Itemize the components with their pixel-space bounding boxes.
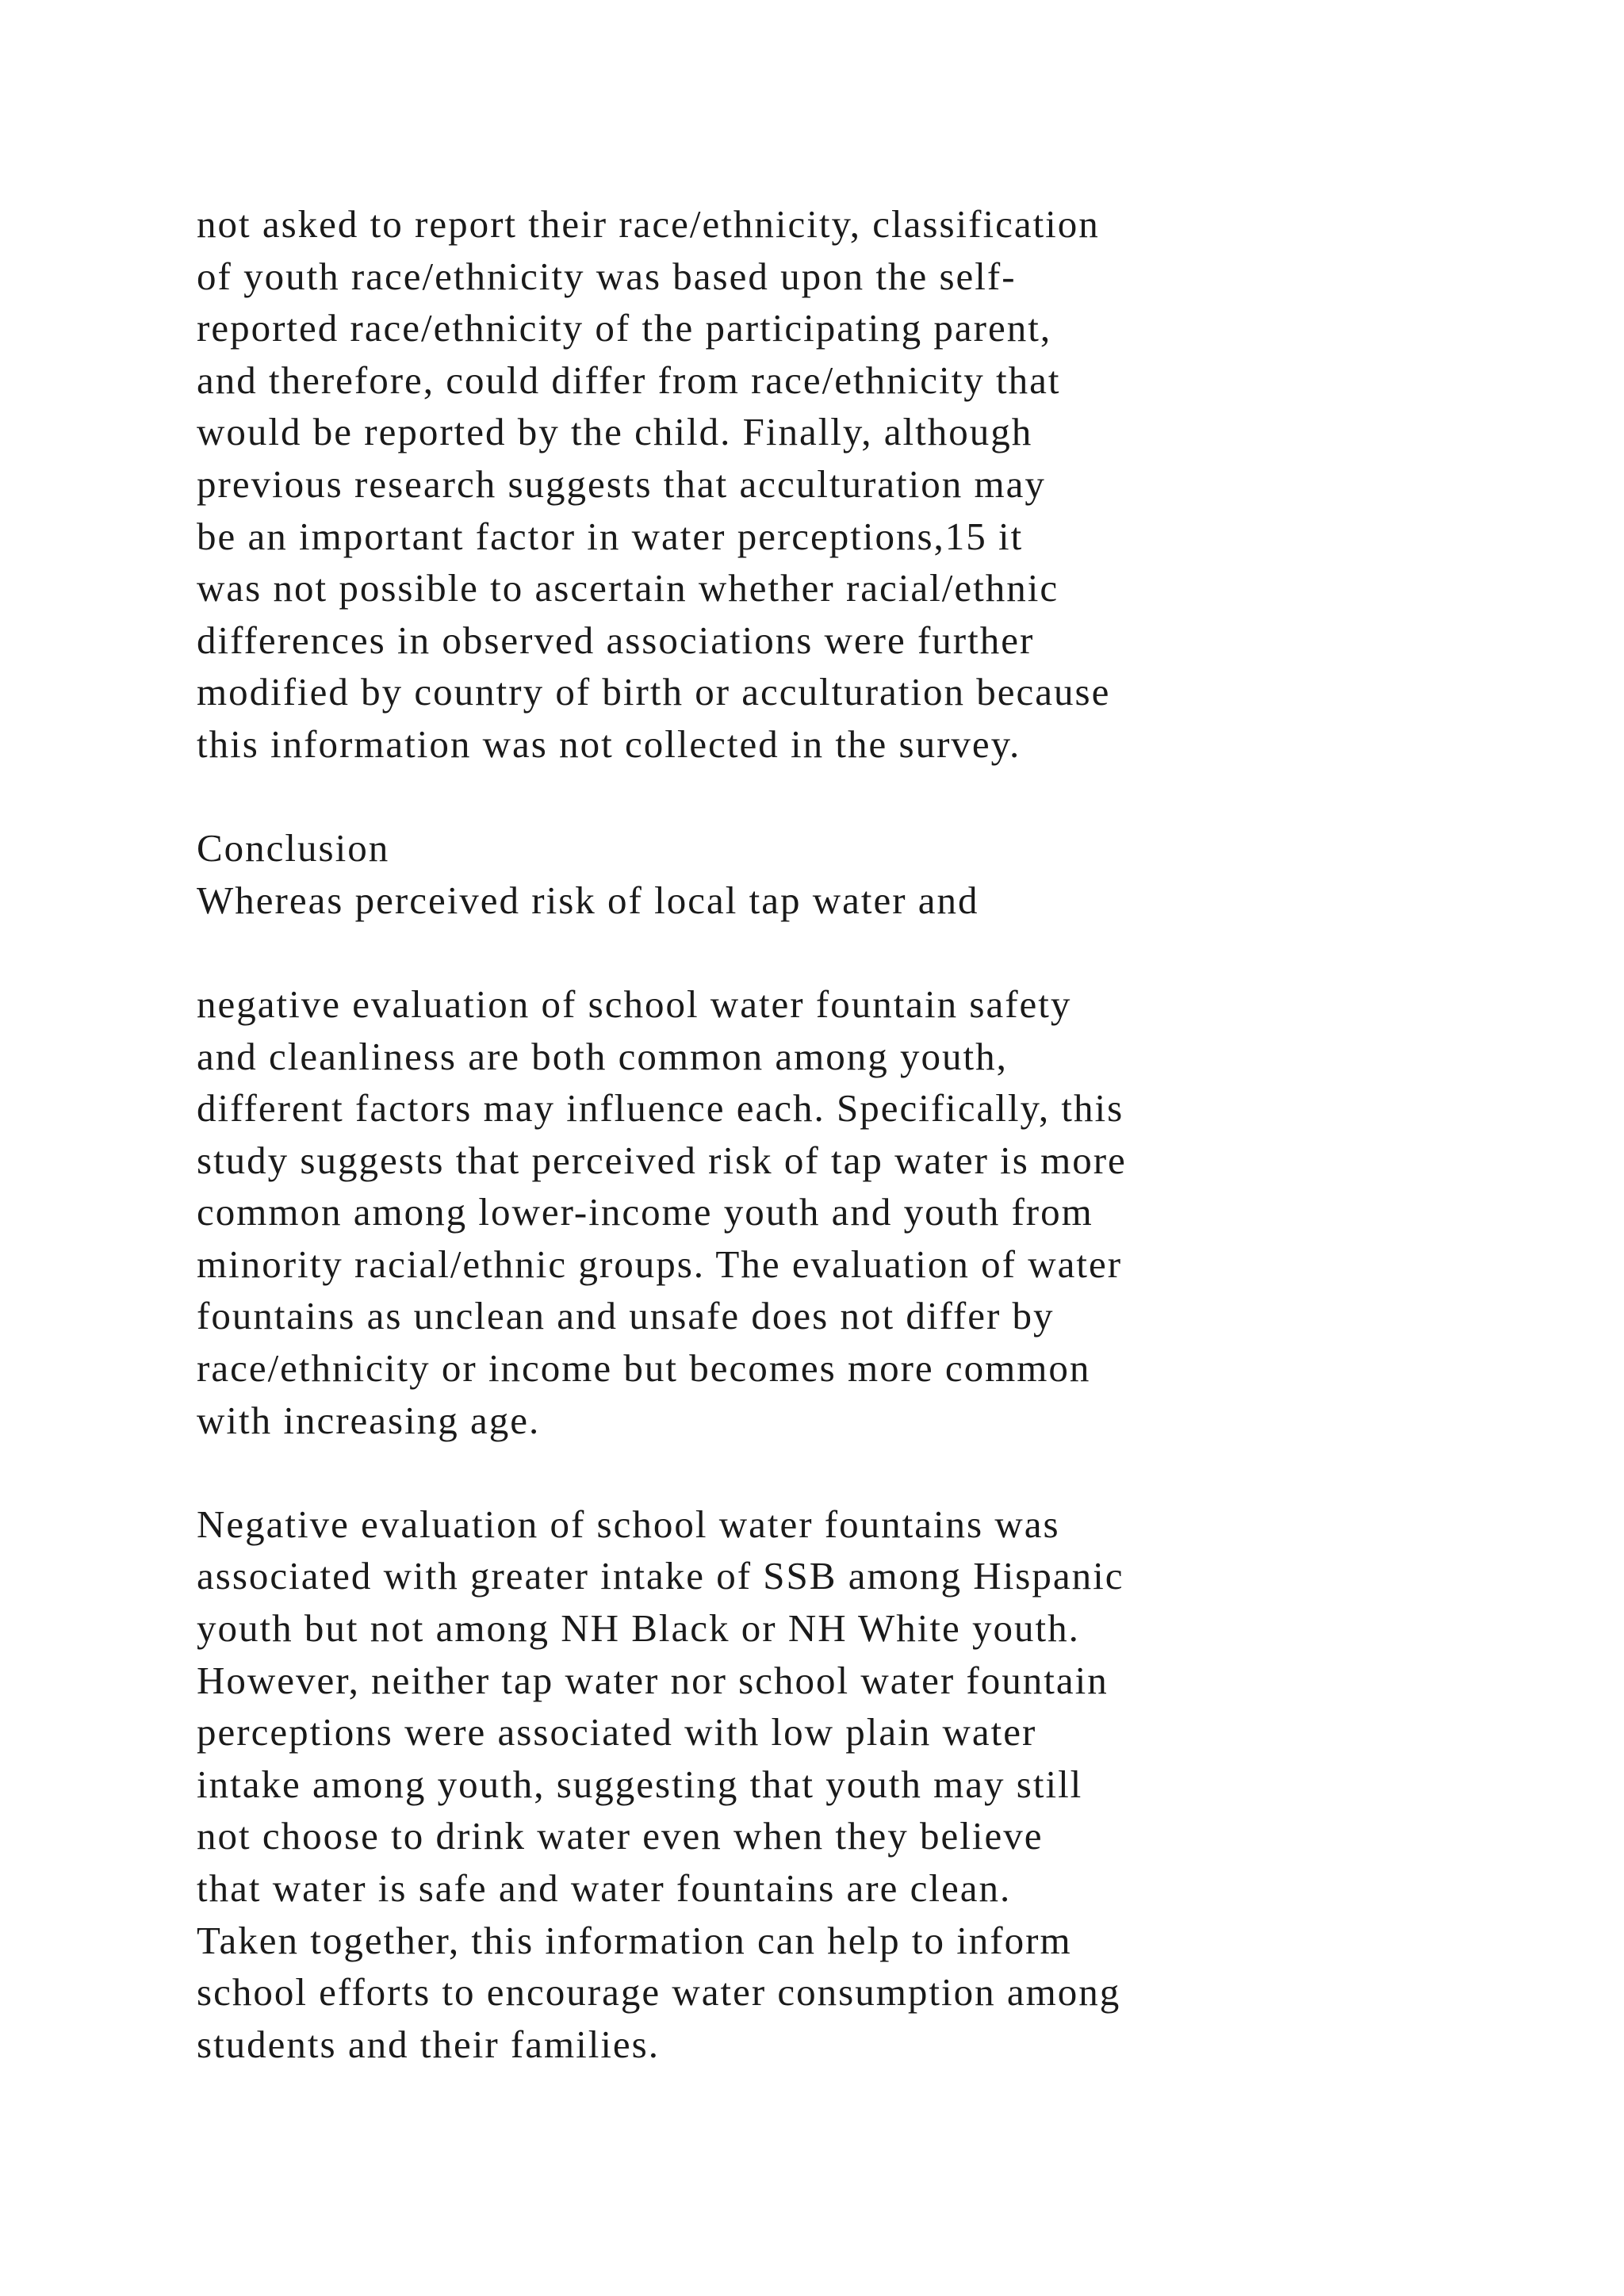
- text-line: differences in observed associations were further: [197, 618, 1035, 662]
- text-line: intake among youth, suggesting that youth may still: [197, 1762, 1083, 1806]
- text-line: modified by country of birth or acculturation because: [197, 670, 1111, 714]
- text-line: with increasing age.: [197, 1398, 541, 1442]
- paragraph-spacer: [197, 926, 1545, 978]
- text-line: Whereas perceived risk of local tap water and: [197, 878, 979, 922]
- text-line: minority racial/ethnic groups. The evaluation of water: [197, 1242, 1123, 1286]
- text-line: Taken together, this information can help to inform: [197, 1918, 1072, 1962]
- text-line: perceptions were associated with low plain water: [197, 1710, 1037, 1755]
- text-line: Negative evaluation of school water fountains was: [197, 1502, 1060, 1546]
- text-line: that water is safe and water fountains are clean.: [197, 1866, 1012, 1910]
- text-line: previous research suggests that acculturation may: [197, 461, 1046, 506]
- paragraph-spacer: [197, 771, 1545, 823]
- text-line: not choose to drink water even when they believe: [197, 1814, 1044, 1858]
- section-heading: Conclusion: [197, 826, 390, 871]
- text-line: However, neither tap water nor school water fountain: [197, 1658, 1109, 1702]
- text-line: negative evaluation of school water fountain safety: [197, 982, 1072, 1026]
- text-line: reported race/ethnicity of the participating parent,: [197, 306, 1052, 350]
- document-page: [197, 198, 1545, 2070]
- text-line: associated with greater intake of SSB among Hispanic: [197, 1554, 1124, 1598]
- text-line: race/ethnicity or income but becomes more common: [197, 1346, 1091, 1391]
- text-line: would be reported by the child. Finally, although: [197, 410, 1033, 454]
- text-line: and therefore, could differ from race/ethnicity that: [197, 358, 1061, 402]
- text-line: and cleanliness are both common among youth,: [197, 1034, 1008, 1078]
- text-line: this information was not collected in the survey.: [197, 721, 1021, 766]
- paragraph-limitations: [197, 198, 1545, 771]
- text-line: be an important factor in water perceptions,15 it: [197, 514, 1024, 558]
- text-line: study suggests that perceived risk of tap water is more: [197, 1138, 1127, 1182]
- text-line: different factors may influence each. Specifically, this: [197, 1086, 1124, 1131]
- paragraph-spacer: [197, 1446, 1545, 1498]
- text-line: not asked to report their race/ethnicity, classification: [197, 202, 1100, 246]
- text-line: common among lower-income youth and youth from: [197, 1190, 1094, 1234]
- text-line: was not possible to ascertain whether racial/ethnic: [197, 566, 1059, 610]
- section-conclusion: [197, 822, 1545, 926]
- text-line: fountains as unclean and unsafe does not differ by: [197, 1294, 1055, 1338]
- paragraph-conclusion-main: [197, 978, 1545, 1446]
- text-line: youth but not among NH Black or NH White youth.: [197, 1606, 1080, 1651]
- text-line: of youth race/ethnicity was based upon the self-: [197, 254, 1017, 298]
- paragraph-final: [197, 1498, 1545, 2071]
- text-line: school efforts to encourage water consumption among: [197, 1970, 1121, 2015]
- text-line: students and their families.: [197, 2022, 660, 2066]
